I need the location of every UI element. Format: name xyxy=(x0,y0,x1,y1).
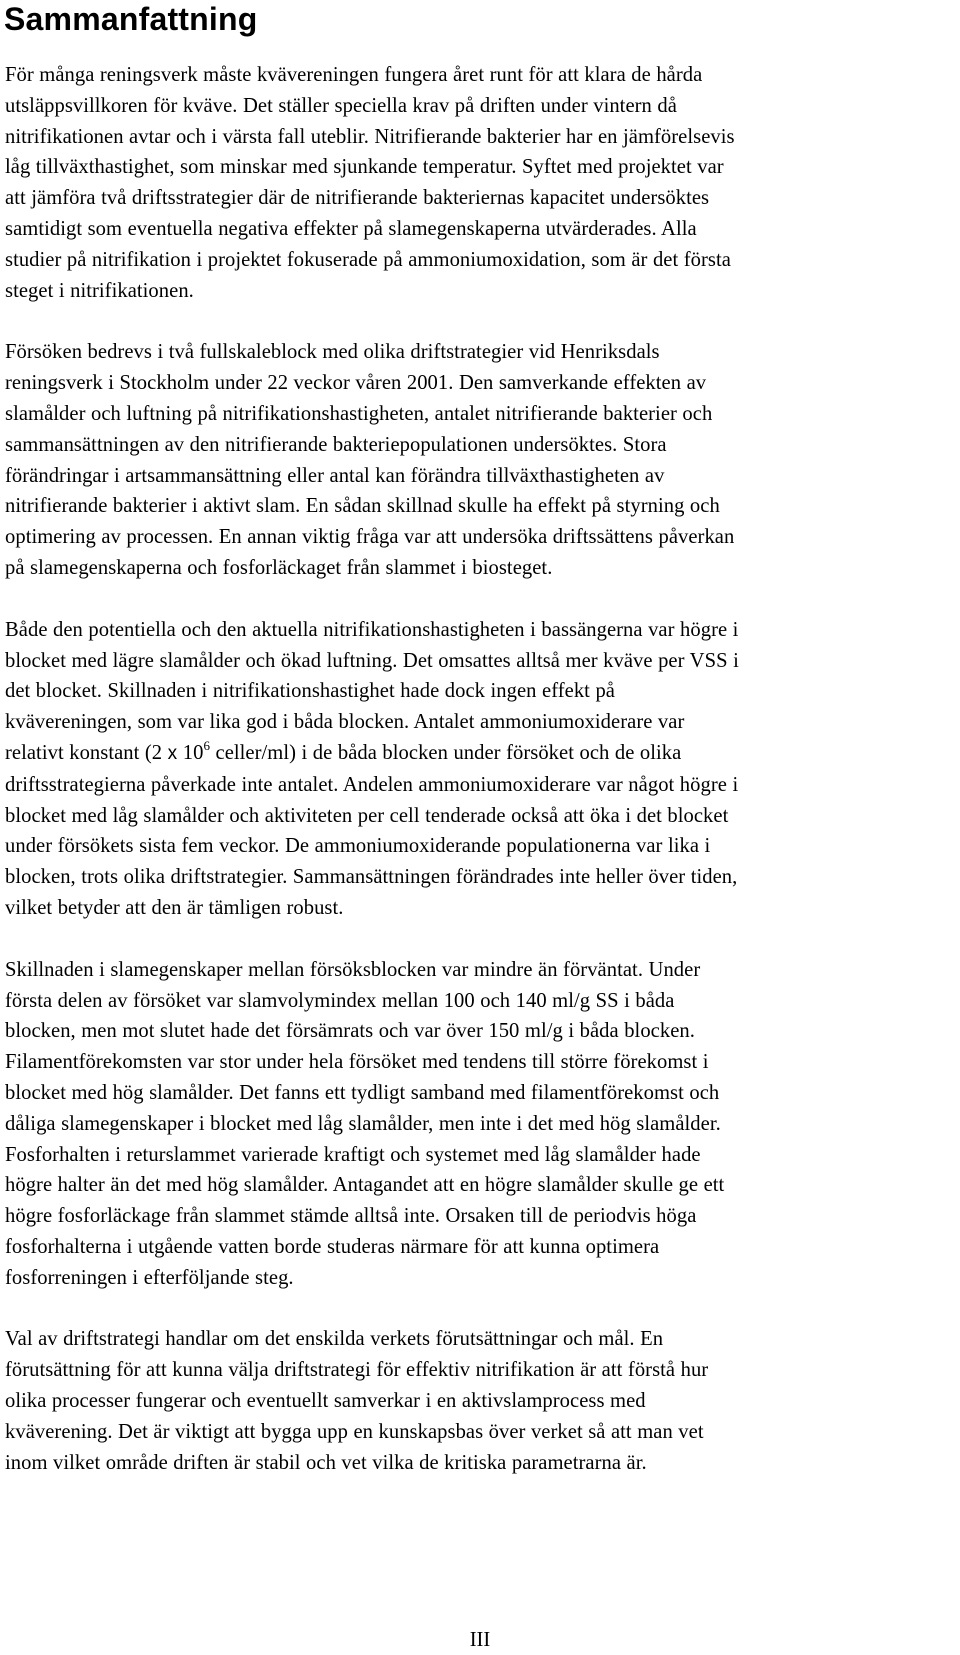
text-line: blocket med hög slamålder. Det fanns ett tydligt samband med filamentförekomst och xyxy=(5,1081,720,1104)
text-line: första delen av försöket var slamvolymindex mellan 100 och 140 ml/g SS i båda xyxy=(5,989,675,1012)
text-line: Både den potentiella och den aktuella nitrifikationshastigheten i bassängerna var högre i xyxy=(5,618,739,641)
text-line: samtidigt som eventuella negativa effekter på slamegenskaperna utvärderades. Alla xyxy=(5,217,697,240)
text-line: blocken, men mot slutet hade det försämrats och var över 150 ml/g i båda blocken. xyxy=(5,1020,695,1043)
text-line: blocket med lägre slamålder och ökad luftning. Det omsattes alltså mer kväve per VSS i xyxy=(5,649,739,672)
text-fragment: 10 xyxy=(177,741,204,764)
text-line: blocken, trots olika driftstrategier. Sammansättningen förändrades inte heller över tiden, xyxy=(5,866,738,889)
text-line: fosforhalterna i utgående vatten borde studeras närmare för att kunna optimera xyxy=(5,1235,660,1258)
text-line: det blocket. Skillnaden i nitrifikationshastighet hade dock ingen effekt på xyxy=(5,680,615,703)
text-line: Filamentförekomsten var stor under hela försöket med tendens till större förekomst i xyxy=(5,1051,709,1074)
paragraph-4 xyxy=(5,955,955,1294)
text-line-with-exponent xyxy=(5,738,955,770)
text-line: sammansättningen av den nitrifierande bakteriepopulationen undersöktes. Stora xyxy=(5,433,667,456)
page-number: III xyxy=(469,1629,491,1651)
text-line: utsläppsvillkoren för kväve. Det ställer speciella krav på driften under vintern då xyxy=(5,94,677,117)
text-line: slamålder och luftning på nitrifikationshastigheten, antalet nitrifierande bakterier och xyxy=(5,402,713,425)
text-line: optimering av processen. En annan viktig fråga var att undersöka driftssättens påverkan xyxy=(5,526,735,549)
text-line: Fosforhalten i returslammet varierade kraftigt och systemet med låg slamålder hade xyxy=(5,1143,701,1166)
text-line: kvävereningen, som var lika god i båda blocken. Antalet ammoniumoxiderare var xyxy=(5,711,685,734)
text-line: steget i nitrifikationen. xyxy=(5,279,194,302)
multiplication-sign: x xyxy=(167,742,178,764)
text-line: dåliga slamegenskaper i blocket med låg slamålder, men inte i det med hög slamålder. xyxy=(5,1112,721,1135)
text-fragment: celler/ml) i de båda blocken under försöket och de olika xyxy=(210,741,682,764)
text-line: högre fosforläckage från slammet stämde alltså inte. Orsaken till de periodvis höga xyxy=(5,1205,697,1228)
paragraph-spacer xyxy=(5,584,955,615)
text-line: under försökets sista fem veckor. De ammoniumoxiderande populationerna var lika i xyxy=(5,835,711,858)
text-line: fosforreningen i efterföljande steg. xyxy=(5,1266,294,1289)
document-body xyxy=(5,60,955,1478)
text-line: låg tillväxthastighet, som minskar med sjunkande temperatur. Syftet med projektet var xyxy=(5,156,724,179)
text-line: driftsstrategierna påverkade inte antalet. Andelen ammoniumoxiderare var något högre i xyxy=(5,773,739,796)
text-line: inom vilket område driften är stabil och vet vilka de kritiska parametrarna är. xyxy=(5,1451,647,1474)
paragraph-1 xyxy=(5,60,955,306)
paragraph-spacer xyxy=(5,306,955,337)
text-line: blocket med låg slamålder och aktiviteten per cell tenderade också att öka i det blocket xyxy=(5,804,729,827)
paragraph-spacer xyxy=(5,924,955,955)
paragraph-3 xyxy=(5,615,955,924)
text-fragment: relativt konstant (2 xyxy=(5,741,168,764)
text-line: Försöken bedrevs i två fullskaleblock med olika driftstrategier vid Henriksdals xyxy=(5,341,660,364)
text-line: Val av driftstrategi handlar om det enskilda verkets förutsättningar och mål. En xyxy=(5,1328,664,1351)
text-line: studier på nitrifikation i projektet fokuserade på ammoniumoxidation, som är det första xyxy=(5,248,731,271)
text-line: förutsättning för att kunna välja driftstrategi för effektiv nitrifikation är att förstå hur xyxy=(5,1359,709,1382)
text-line: olika processer fungerar och eventuellt samverkar i en aktivslamprocess med xyxy=(5,1390,646,1413)
text-line: Skillnaden i slamegenskaper mellan försöksblocken var mindre än förväntat. Under xyxy=(5,958,701,981)
text-line: nitrifikationen avtar och i värsta fall uteblir. Nitrifierande bakterier har en jämförelsevis xyxy=(5,125,735,148)
paragraph-5 xyxy=(5,1324,955,1478)
text-line: förändringar i artsammansättning eller antal kan förändra tillväxthastigheten av xyxy=(5,464,665,487)
paragraph-2 xyxy=(5,337,955,583)
text-line: nitrifierande bakterier i aktivt slam. En sådan skillnad skulle ha effekt på styrning och xyxy=(5,495,720,518)
text-line: att jämföra två driftsstrategier där de nitrifierande bakteriernas kapacitet undersöktes xyxy=(5,187,710,210)
text-line: högre halter än det med hög slamålder. Antagandet att en högre slamålder skulle ge ett xyxy=(5,1174,725,1197)
text-line: reningsverk i Stockholm under 22 veckor våren 2001. Den samverkande effekten av xyxy=(5,372,707,395)
text-line: För många reningsverk måste kvävereningen fungera året runt för att klara de hårda xyxy=(5,64,703,86)
paragraph-spacer xyxy=(5,1293,955,1324)
exponent: 6 xyxy=(203,737,210,753)
text-line: på slamegenskaperna och fosforläckaget från slammet i biosteget. xyxy=(5,556,553,579)
text-line: vilket betyder att den är tämligen robust. xyxy=(5,896,344,919)
page-heading: Sammanfattning xyxy=(4,1,258,37)
text-line: kväverening. Det är viktigt att bygga upp en kunskapsbas över verket så att man vet xyxy=(5,1420,704,1443)
